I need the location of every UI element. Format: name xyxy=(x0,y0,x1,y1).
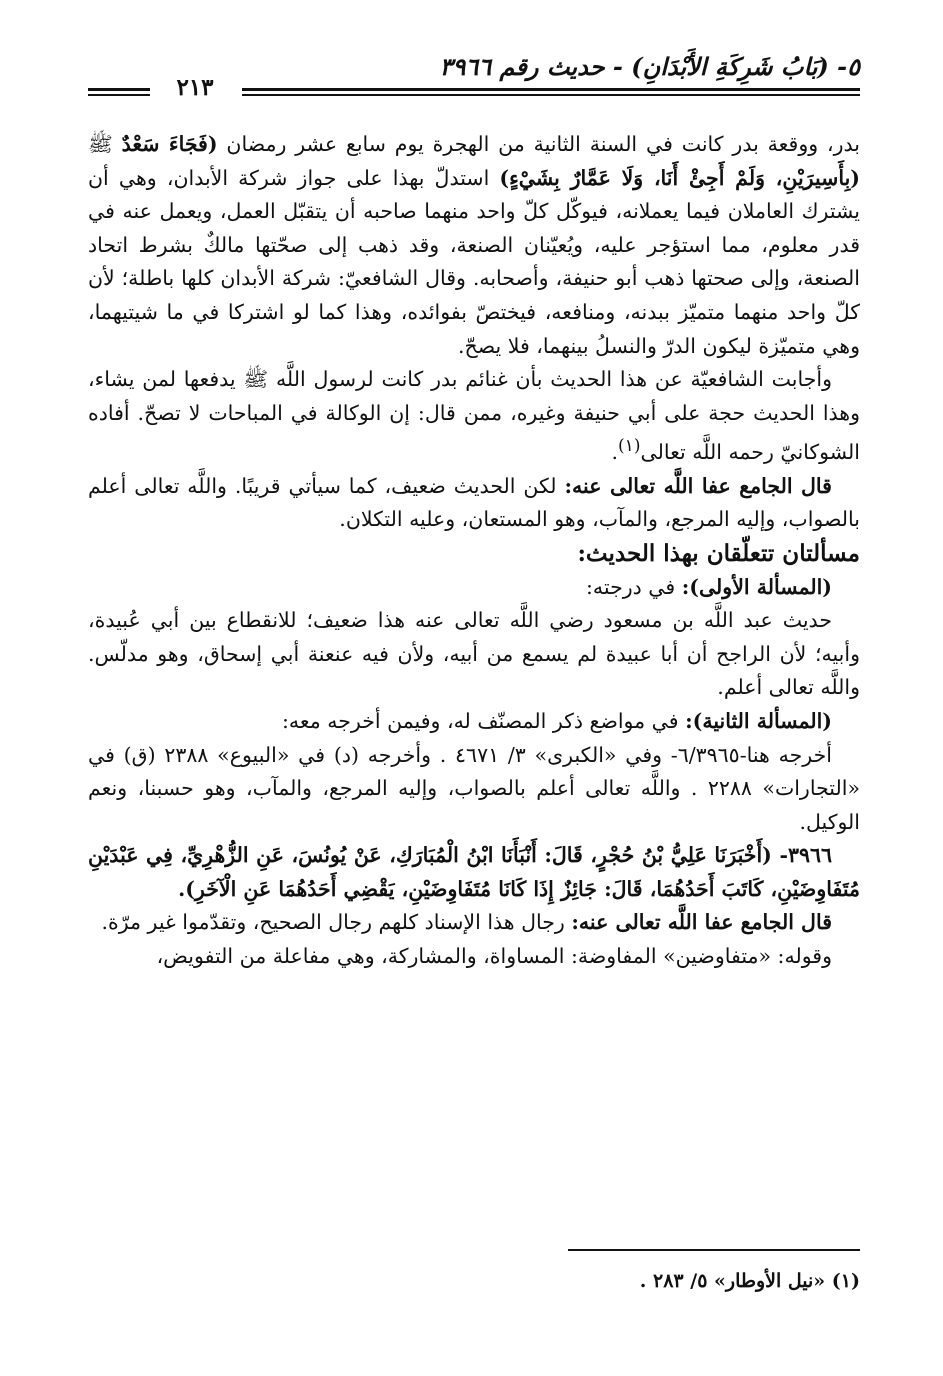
text-span: استدلّ بهذا على جواز شركة الأبدان، وهي أن يشترك العاملان فيما يعملانه، فيوكّل كلّ واحد منهما صاحبه أن يتقبّل العمل، ويعمل عنه في قدر معلوم، مما استؤجر عليه، ويُعيّنان الصنعة، وقد ذهب إلى صحّتها مالكٌ بشرط اتحاد الصنعة، وإلى صحتها ذهب أبو حنيفة، وأصحابه. وقال الشافعيّ: شركة الأبدان كلها باطلة؛ لأن كلّ واحد منهما متميّز ببدنه، ومنافعه، فيختصّ بفوائده، وهذا كما لو اشتركا في ما شيتيهما، وهي متميّزة ليكون الدرّ والنسلُ بينهما، فلا يصحّ. xyxy=(88,165,860,358)
salutation-glyph: ﷺ xyxy=(88,132,113,156)
paragraph-6 xyxy=(88,906,860,940)
header-rule-left xyxy=(88,88,154,91)
issue-label: (المسألة الثانية): xyxy=(685,708,832,733)
paragraph-2 xyxy=(88,363,860,470)
author-remark-label: قال الجامع عفا اللَّه تعالى عنه: xyxy=(571,910,832,935)
paragraph-1 xyxy=(88,128,860,363)
issue-1-heading xyxy=(88,571,860,605)
header-rule-left-lower xyxy=(88,94,154,96)
footnote-marker: (١) xyxy=(617,436,641,457)
text-span: . xyxy=(611,440,618,465)
hadith-quote: (بِأَسِيرَيْنِ، وَلَمْ أَجِئْ أَنَا، وَلَا عَمَّارٌ بِشَيْءٍ) xyxy=(499,165,860,190)
paragraph-5: أخرجه هنا-٦/٣٩٦٥- وفي «الكبرى» ٣/ ٤٦٧١ . وأخرجه (د) في «البيوع» ٢٣٨٨ (ق) في «التجارات» ٢٢٨٨ . واللَّه تعالى أعلم بالصواب، وإليه المرجع، والمآب، وهو حسبنا، ونعم الوكيل. xyxy=(88,742,860,834)
hadith-quote: (فَجَاءَ سَعْدٌ xyxy=(121,132,218,156)
text-span: رجال هذا الإسناد كلهم رجال الصحيح، وتقدّموا غير مرّة. xyxy=(101,910,565,935)
page-body xyxy=(88,128,860,974)
text-span: لكن الحديث ضعيف، كما سيأتي قريبًا. واللَّه تعالى أعلم بالصواب، وإليه المرجع، والمآب، وهو المستعان، وعليه التكلان. xyxy=(88,473,860,532)
page-header xyxy=(88,52,860,101)
issue-2-heading xyxy=(88,705,860,739)
text-span: بدر، ووقعة بدر كانت في السنة الثانية من الهجرة يوم سابع عشر رمضان xyxy=(226,132,860,156)
paragraph-4: حديث عبد اللَّه بن مسعود رضي اللَّه تعالى عنه هذا ضعيف؛ للانقطاع بين أبي عُبيدة، وأبيه؛ لأن الراجح أن أبا عبيدة لم يسمع من أبيه، ولأن فيه عنعنة أبي إسحاق، وهو مدلّس. واللَّه تعالى أعلم. xyxy=(88,608,860,700)
issue-title: في درجته: xyxy=(585,574,676,599)
author-remark-label: قال الجامع عفا اللَّه تعالى عنه: xyxy=(564,473,832,498)
paragraph-3 xyxy=(88,470,860,537)
header-rule-right xyxy=(242,88,860,91)
header-rule-right-lower xyxy=(242,94,860,96)
issue-label: (المسألة الأولى): xyxy=(681,574,832,599)
footnote-separator xyxy=(568,1249,860,1251)
hadith-text: ٣٩٦٦- (أَخْبَرَنَا عَلِيُّ بْنُ حُجْرٍ، قَالَ: أَنْبَأَنَا ابْنُ الْمُبَارَكِ، عَنْ يُونُسَ، عَنِ الزُّهْرِيِّ، فِي عَبْدَيْنِ مُتَفَاوِضَيْنِ، كَاتَبَ أَحَدُهُمَا، قَالَ: جَائِزٌ إِذَا كَانَا مُتَفَاوِضَيْنِ، يَقْضِي أَحَدُهُمَا عَنِ الْآخَرِ). xyxy=(88,843,860,901)
footnote: (١) «نيل الأوطار» ٥/ ٢٨٣ . xyxy=(639,1270,860,1292)
section-heading: مسألتان تتعلّقان بهذا الحديث: xyxy=(577,539,860,567)
paragraph-7: وقوله: «متفاوضين» المفاوضة: المساواة، والمشاركة، وهي مفاعلة من التفويض، xyxy=(156,944,832,969)
issue-title: في مواضع ذكر المصنّف له، وفيمن أخرجه معه: xyxy=(281,708,679,733)
running-title: ٥- (بَابُ شَرِكَةِ الأَبْدَانِ) - حديث رقم ٣٩٦٦ xyxy=(439,52,860,81)
page-number: ٢١٣ xyxy=(150,74,240,101)
text-span: وأجابت الشافعيّة عن هذا الحديث بأن غنائم بدر كانت لرسول اللَّه ﷺ يدفعها لمن يشاء، وهذا الحديث حجة على أبي حنيفة وغيره، ممن قال: إن الوكالة في المباحات لا تصحّ. أفاده الشوكانيّ رحمه اللَّه تعالى xyxy=(88,367,860,465)
